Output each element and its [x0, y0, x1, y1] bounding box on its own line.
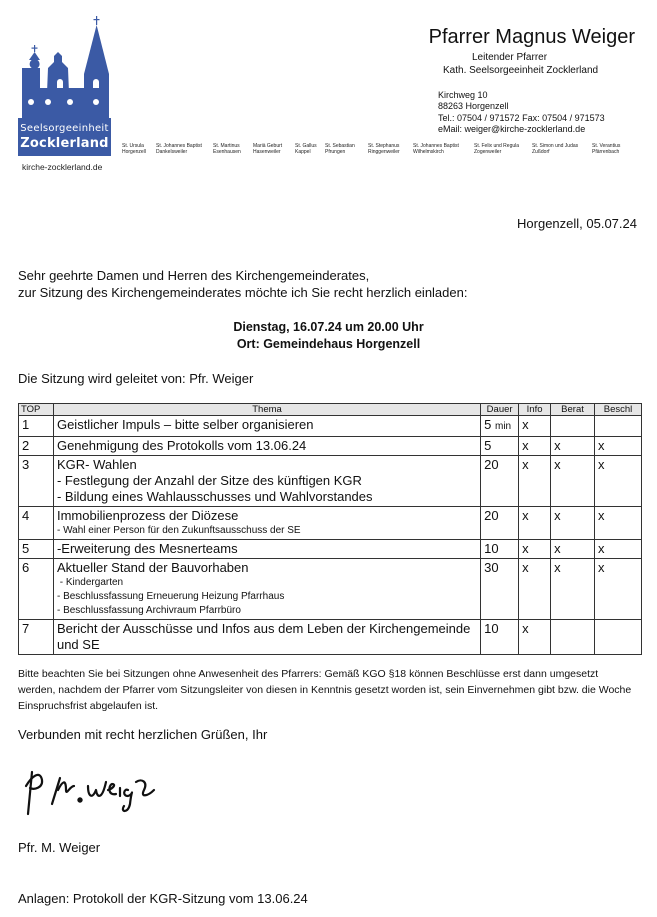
cell-beschl: x: [595, 456, 642, 507]
parish-item: St. Sebastian Pfrungen: [325, 143, 355, 155]
address-email[interactable]: eMail: weiger@kirche-zocklerland.de: [438, 124, 586, 134]
parish-item: St. Martinus Esenhausen: [213, 143, 241, 155]
cell-thema: Bericht der Ausschüsse und Infos aus dem Leben der Kirchengemeinde und SE: [53, 620, 480, 655]
cell-top: 1: [19, 416, 54, 437]
parish-item: St. Verantius Pfärrenbach: [592, 143, 621, 155]
cell-beschl: x: [595, 437, 642, 456]
logo-line-2: Zocklerland: [20, 136, 109, 151]
meeting-datetime: Dienstag, 16.07.24 um 20.00 Uhr: [233, 320, 424, 334]
table-row: [19, 416, 642, 437]
logo-line-1: Seelsorgeeinheit: [20, 123, 109, 134]
cell-info: x: [519, 416, 551, 437]
parish-item: St. Gallus Kappel: [295, 143, 317, 155]
cell-beschl: x: [595, 507, 642, 540]
meeting-location: Ort: Gemeindehaus Horgenzell: [236, 337, 421, 351]
parish-item: St. Johannes Baptist Dankelsweiler: [156, 143, 202, 155]
cell-top: 7: [19, 620, 54, 655]
legal-note: Bitte beachten Sie bei Sitzungen ohne Anwesenheit des Pfarrers: Gemäß KGO §18 können Beschlüsse erst dann umgesetzt werden, nachdem der Pfarrer vom Sitzungsleiter von diesen in Kenntnis gesetzt worden ist, sein Einvernehmen gibt bzw. die Woche Einspruchsfrist abgelaufen ist.: [18, 668, 632, 712]
cell-top: 6: [19, 559, 54, 620]
cell-info: x: [519, 456, 551, 507]
cell-top: 5: [19, 540, 54, 559]
sender-role: Leitender Pfarrer: [472, 52, 548, 63]
logo-url: kirche-zocklerland.de: [22, 162, 103, 172]
cell-berat: [551, 620, 595, 655]
table-row: [19, 559, 642, 620]
cell-thema: Aktueller Stand der Bauvorhaben - Kindergarten - Beschlussfassung Erneuerung Heizung Pfarrhaus - Beschlussfassung Archivraum Pfarrbüro: [53, 559, 480, 620]
cell-dauer: 30: [481, 559, 519, 620]
cell-berat: x: [551, 437, 595, 456]
signature-name: Pfr. M. Weiger: [18, 840, 101, 855]
cell-beschl: x: [595, 540, 642, 559]
col-header-info: Info: [519, 404, 551, 416]
letter-date: Horgenzell, 05.07.24: [517, 216, 637, 231]
meeting-leader: Die Sitzung wird geleitet von: Pfr. Weiger: [18, 371, 254, 386]
table-row: [19, 507, 642, 540]
parish-item: St. Simon und Judas Zußdorf: [532, 143, 579, 155]
cell-thema: Immobilienprozess der Diözese - Wahl einer Person für den Zukunftsausschuss der SE: [53, 507, 480, 540]
cell-dauer: 5 min: [481, 416, 519, 437]
cell-berat: x: [551, 507, 595, 540]
cell-top: 3: [19, 456, 54, 507]
table-row: [19, 540, 642, 559]
parish-item: St. Ursula Horgenzell: [122, 143, 146, 155]
cell-info: x: [519, 559, 551, 620]
greeting-line-2: zur Sitzung des Kirchengemeinderates möchte ich Sie recht herzlich einladen:: [18, 285, 468, 300]
cell-dauer: 5: [481, 437, 519, 456]
col-header-top: TOP: [19, 404, 54, 416]
cell-info: x: [519, 620, 551, 655]
parish-item: St. Stephanus Ringgenweiler: [368, 143, 400, 155]
cell-top: 4: [19, 507, 54, 540]
sender-name: Pfarrer Magnus Weiger: [428, 26, 635, 48]
sender-unit: Kath. Seelsorgeeinheit Zocklerland: [443, 65, 599, 76]
address-phone: Tel.: 07504 / 971572 Fax: 07504 / 971573: [438, 113, 605, 123]
cell-berat: x: [551, 559, 595, 620]
table-header-row: [19, 404, 642, 416]
attachments: Anlagen: Protokoll der KGR-Sitzung vom 13.06.24: [18, 891, 308, 906]
col-header-berat: Berat: [551, 404, 595, 416]
cell-beschl: x: [595, 559, 642, 620]
cell-info: x: [519, 540, 551, 559]
cell-berat: x: [551, 540, 595, 559]
closing-line: Verbunden mit recht herzlichen Grüßen, Ihr: [18, 727, 268, 742]
cell-thema: Genehmigung des Protokolls vom 13.06.24: [53, 437, 480, 456]
table-row: [19, 456, 642, 507]
col-header-beschl: Beschl: [595, 404, 642, 416]
table-row: [19, 437, 642, 456]
cell-beschl: [595, 416, 642, 437]
cell-dauer: 10: [481, 540, 519, 559]
cell-dauer: 10: [481, 620, 519, 655]
cell-dauer: 20: [481, 507, 519, 540]
cell-berat: [551, 416, 595, 437]
agenda-table: [18, 403, 642, 655]
cell-info: x: [519, 507, 551, 540]
parish-item: St. Johannes Baptist Wilhelmskirch: [413, 143, 459, 155]
address-city: 88263 Horgenzell: [438, 101, 509, 111]
col-header-dauer: Dauer: [481, 404, 519, 416]
cell-info: x: [519, 437, 551, 456]
cell-top: 2: [19, 437, 54, 456]
handwritten-signature: [24, 760, 164, 820]
cell-thema: -Erweiterung des Mesnerteams: [53, 540, 480, 559]
logo-banner: [18, 118, 111, 156]
cell-berat: x: [551, 456, 595, 507]
parish-item: St. Felix und Regula Zogenweiler: [474, 143, 520, 155]
address-street: Kirchweg 10: [438, 90, 488, 100]
cell-thema: KGR- Wahlen - Festlegung der Anzahl der Sitze des künftigen KGR - Bildung eines Wahlausschusses und Wahlvorstandes: [53, 456, 480, 507]
cell-thema: Geistlicher Impuls – bitte selber organisieren: [53, 416, 480, 437]
cell-beschl: [595, 620, 642, 655]
table-row: [19, 620, 642, 655]
greeting-line-1: Sehr geehrte Damen und Herren des Kirchengemeinderates,: [18, 268, 370, 283]
col-header-thema: Thema: [53, 404, 480, 416]
parish-item: Mariä Geburt Hasenweiler: [253, 143, 283, 155]
cell-dauer: 20: [481, 456, 519, 507]
